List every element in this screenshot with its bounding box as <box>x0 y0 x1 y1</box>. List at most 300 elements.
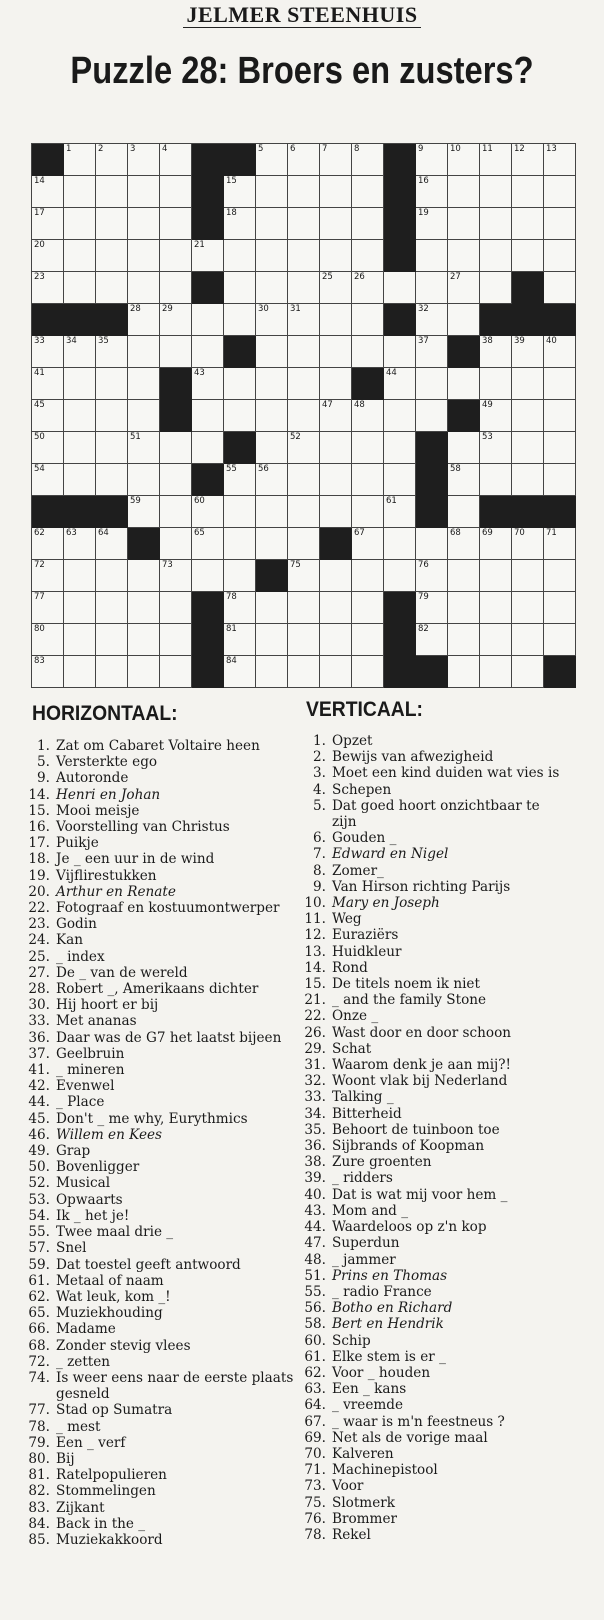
grid-cell[interactable] <box>128 592 160 624</box>
grid-cell[interactable] <box>192 432 224 464</box>
clue-item <box>300 1397 596 1413</box>
grid-cell[interactable] <box>32 624 64 656</box>
grid-cell[interactable] <box>448 432 480 464</box>
grid-cell[interactable] <box>480 240 512 272</box>
grid-cell[interactable] <box>32 400 64 432</box>
grid-cell[interactable] <box>448 656 480 688</box>
grid-cell[interactable] <box>544 336 576 368</box>
grid-cell[interactable] <box>512 656 544 688</box>
grid-cell[interactable] <box>544 592 576 624</box>
grid-cell[interactable] <box>96 656 128 688</box>
grid-cell[interactable] <box>256 528 288 560</box>
grid-cell[interactable] <box>320 304 352 336</box>
grid-cell[interactable] <box>352 560 384 592</box>
clue-item <box>300 1414 596 1430</box>
grid-cell[interactable] <box>320 208 352 240</box>
grid-cell[interactable] <box>160 496 192 528</box>
clue-item <box>300 1154 596 1170</box>
clue-number-label: 75. <box>304 1494 326 1511</box>
grid-cell[interactable] <box>32 176 64 208</box>
grid-cell[interactable] <box>96 528 128 560</box>
grid-cell[interactable] <box>192 528 224 560</box>
grid-cell[interactable] <box>544 624 576 656</box>
grid-cell[interactable] <box>64 560 96 592</box>
grid-cell[interactable] <box>448 176 480 208</box>
grid-cell[interactable] <box>512 432 544 464</box>
grid-cell[interactable] <box>512 208 544 240</box>
grid-cell[interactable] <box>256 656 288 688</box>
grid-cell[interactable] <box>128 464 160 496</box>
grid-cell[interactable] <box>352 528 384 560</box>
grid-cell[interactable] <box>544 240 576 272</box>
clue-text: _ radio France <box>332 1283 432 1300</box>
clue-item <box>300 1381 596 1397</box>
clue-text: Gouden _ <box>332 830 397 847</box>
grid-cell[interactable] <box>32 592 64 624</box>
grid-cell[interactable] <box>288 336 320 368</box>
grid-cell[interactable] <box>256 176 288 208</box>
grid-cell[interactable] <box>288 432 320 464</box>
grid-cell[interactable] <box>96 368 128 400</box>
grid-cell[interactable] <box>512 144 544 176</box>
grid-cell[interactable] <box>224 496 256 528</box>
grid-cell[interactable] <box>288 240 320 272</box>
clue-item <box>24 1305 304 1321</box>
grid-cell[interactable] <box>448 272 480 304</box>
clue-number: 67 <box>354 528 365 538</box>
grid-cell[interactable] <box>448 560 480 592</box>
clue-number: 52 <box>290 432 301 442</box>
grid-cell[interactable] <box>288 272 320 304</box>
grid-cell[interactable] <box>512 560 544 592</box>
grid-cell[interactable] <box>128 400 160 432</box>
clue-text: Ik _ het je! <box>56 1207 130 1224</box>
grid-cell[interactable] <box>32 208 64 240</box>
grid-cell[interactable] <box>224 272 256 304</box>
grid-cell[interactable] <box>416 368 448 400</box>
grid-cell[interactable] <box>256 432 288 464</box>
grid-cell[interactable] <box>256 336 288 368</box>
grid-cell[interactable] <box>480 336 512 368</box>
grid-cell[interactable] <box>32 336 64 368</box>
grid-cell[interactable] <box>544 176 576 208</box>
grid-cell[interactable] <box>320 400 352 432</box>
grid-cell[interactable] <box>32 272 64 304</box>
grid-cell[interactable] <box>288 528 320 560</box>
grid-cell[interactable] <box>64 464 96 496</box>
grid-cell[interactable] <box>480 400 512 432</box>
grid-cell[interactable] <box>224 528 256 560</box>
grid-cell[interactable] <box>512 176 544 208</box>
grid-cell[interactable] <box>448 304 480 336</box>
grid-cell[interactable] <box>192 560 224 592</box>
grid-cell[interactable] <box>544 464 576 496</box>
grid-cell[interactable] <box>160 336 192 368</box>
grid-cell[interactable] <box>480 592 512 624</box>
grid-cell[interactable] <box>128 304 160 336</box>
grid-cell[interactable] <box>256 208 288 240</box>
grid-cell[interactable] <box>416 560 448 592</box>
grid-cell[interactable] <box>480 432 512 464</box>
clue-number-label: 72. <box>28 1353 50 1370</box>
grid-cell[interactable] <box>320 624 352 656</box>
grid-cell[interactable] <box>192 304 224 336</box>
grid-cell[interactable] <box>352 208 384 240</box>
grid-cell[interactable] <box>512 528 544 560</box>
clue-text: Botho en Richard <box>332 1300 453 1317</box>
grid-cell[interactable] <box>512 592 544 624</box>
grid-cell[interactable] <box>544 528 576 560</box>
grid-cell[interactable] <box>160 464 192 496</box>
grid-cell[interactable] <box>352 656 384 688</box>
clue-text: Don't _ me why, Eurythmics <box>56 1110 248 1127</box>
grid-cell[interactable] <box>288 592 320 624</box>
grid-cell[interactable] <box>128 208 160 240</box>
grid-cell[interactable] <box>96 464 128 496</box>
grid-cell[interactable] <box>320 432 352 464</box>
grid-cell[interactable] <box>384 272 416 304</box>
grid-cell[interactable] <box>416 336 448 368</box>
grid-cell[interactable] <box>512 368 544 400</box>
grid-cell[interactable] <box>352 464 384 496</box>
grid-cell[interactable] <box>416 624 448 656</box>
grid-cell[interactable] <box>96 432 128 464</box>
grid-cell[interactable] <box>448 624 480 656</box>
grid-cell[interactable] <box>256 304 288 336</box>
grid-cell[interactable] <box>480 656 512 688</box>
clue-text: Daar was de G7 het laatst bijeen <box>56 1029 282 1046</box>
grid-cell[interactable] <box>64 272 96 304</box>
grid-cell[interactable] <box>32 240 64 272</box>
grid-cell[interactable] <box>128 560 160 592</box>
grid-cell[interactable] <box>480 144 512 176</box>
grid-cell[interactable] <box>544 400 576 432</box>
grid-cell-black <box>384 176 416 208</box>
grid-cell[interactable] <box>448 240 480 272</box>
grid-cell[interactable] <box>224 592 256 624</box>
clue-number-label: 71. <box>304 1462 326 1479</box>
clue-item <box>24 1338 304 1354</box>
grid-cell[interactable] <box>352 272 384 304</box>
grid-cell[interactable] <box>480 624 512 656</box>
grid-cell[interactable] <box>224 240 256 272</box>
grid-cell[interactable] <box>224 656 256 688</box>
grid-cell[interactable] <box>320 496 352 528</box>
grid-cell[interactable] <box>128 240 160 272</box>
clue-text: Dat goed hoort onzichtbaar te <box>332 797 540 814</box>
grid-cell[interactable] <box>256 496 288 528</box>
grid-cell[interactable] <box>96 272 128 304</box>
grid-cell[interactable] <box>160 208 192 240</box>
grid-cell[interactable] <box>288 144 320 176</box>
grid-cell[interactable] <box>64 240 96 272</box>
grid-cell[interactable] <box>544 208 576 240</box>
grid-cell[interactable] <box>352 624 384 656</box>
clue-number-label: 15. <box>28 802 50 819</box>
grid-cell[interactable] <box>224 368 256 400</box>
grid-cell[interactable] <box>160 560 192 592</box>
grid-cell[interactable] <box>384 336 416 368</box>
grid-cell[interactable] <box>224 624 256 656</box>
grid-cell[interactable] <box>128 656 160 688</box>
grid-cell[interactable] <box>544 272 576 304</box>
clue-text: Stad op Sumatra <box>56 1402 173 1419</box>
author-name <box>0 2 604 28</box>
grid-cell[interactable] <box>64 528 96 560</box>
grid-cell[interactable] <box>128 336 160 368</box>
grid-cell[interactable] <box>288 624 320 656</box>
grid-cell[interactable] <box>32 560 64 592</box>
clue-item <box>300 1300 596 1316</box>
clue-text: De titels noem ik niet <box>332 976 480 993</box>
grid-cell[interactable] <box>256 464 288 496</box>
grid-cell[interactable] <box>416 176 448 208</box>
grid-cell[interactable] <box>512 464 544 496</box>
grid-cell[interactable] <box>544 560 576 592</box>
grid-cell[interactable] <box>320 560 352 592</box>
clue-number-label: 65. <box>28 1305 50 1322</box>
grid-cell[interactable] <box>416 592 448 624</box>
clue-item <box>24 965 304 981</box>
grid-cell[interactable] <box>416 240 448 272</box>
clue-text: Bewijs van afwezigheid <box>332 749 494 766</box>
grid-cell[interactable] <box>160 432 192 464</box>
grid-cell[interactable] <box>384 496 416 528</box>
grid-cell[interactable] <box>96 560 128 592</box>
grid-cell[interactable] <box>288 464 320 496</box>
grid-cell[interactable] <box>64 208 96 240</box>
grid-cell[interactable] <box>352 400 384 432</box>
grid-cell[interactable] <box>288 304 320 336</box>
grid-cell[interactable] <box>160 176 192 208</box>
grid-cell-black <box>128 528 160 560</box>
grid-cell[interactable] <box>416 144 448 176</box>
grid-cell[interactable] <box>352 592 384 624</box>
grid-cell[interactable] <box>288 208 320 240</box>
grid-cell[interactable] <box>288 176 320 208</box>
grid-cell[interactable] <box>96 336 128 368</box>
grid-cell[interactable] <box>128 624 160 656</box>
grid-cell[interactable] <box>96 144 128 176</box>
clue-number-label: 55. <box>304 1283 326 1300</box>
grid-cell[interactable] <box>96 240 128 272</box>
clue-item <box>300 1252 596 1268</box>
grid-cell[interactable] <box>288 368 320 400</box>
clue-text: Dat toestel geeft antwoord <box>56 1256 241 1273</box>
clue-number: 83 <box>34 656 45 666</box>
grid-cell[interactable] <box>320 336 352 368</box>
grid-cell[interactable] <box>416 208 448 240</box>
grid-cell[interactable] <box>128 176 160 208</box>
grid-cell[interactable] <box>64 592 96 624</box>
clue-text: Machinepistool <box>332 1462 438 1479</box>
grid-cell[interactable] <box>384 400 416 432</box>
grid-cell[interactable] <box>448 528 480 560</box>
grid-cell[interactable] <box>288 400 320 432</box>
grid-cell[interactable] <box>288 560 320 592</box>
grid-cell[interactable] <box>544 432 576 464</box>
clue-number-label: 12. <box>304 927 326 944</box>
grid-cell[interactable] <box>64 176 96 208</box>
grid-cell[interactable] <box>320 176 352 208</box>
grid-cell[interactable] <box>32 368 64 400</box>
grid-cell[interactable] <box>384 560 416 592</box>
grid-cell[interactable] <box>224 560 256 592</box>
grid-cell[interactable] <box>224 208 256 240</box>
grid-cell[interactable] <box>512 400 544 432</box>
clue-text: Is weer eens naar de eerste plaats <box>56 1369 294 1386</box>
grid-cell[interactable] <box>352 432 384 464</box>
grid-cell[interactable] <box>352 144 384 176</box>
grid-cell[interactable] <box>224 464 256 496</box>
grid-cell[interactable] <box>512 336 544 368</box>
grid-cell[interactable] <box>512 240 544 272</box>
grid-cell[interactable] <box>128 144 160 176</box>
clue-number-label: 20. <box>28 883 50 900</box>
clue-text: Zonder stevig vlees <box>56 1337 191 1354</box>
grid-cell[interactable] <box>160 144 192 176</box>
grid-cell[interactable] <box>448 144 480 176</box>
clue-item <box>24 1500 304 1516</box>
grid-cell[interactable] <box>320 656 352 688</box>
grid-cell[interactable] <box>96 208 128 240</box>
grid-cell[interactable] <box>416 304 448 336</box>
grid-cell[interactable] <box>448 592 480 624</box>
grid-cell-black <box>192 592 224 624</box>
grid-cell[interactable] <box>160 240 192 272</box>
grid-cell[interactable] <box>352 304 384 336</box>
grid-cell[interactable] <box>64 144 96 176</box>
grid-cell[interactable] <box>192 368 224 400</box>
grid-cell[interactable] <box>448 496 480 528</box>
grid-cell[interactable] <box>64 432 96 464</box>
grid-cell[interactable] <box>448 208 480 240</box>
grid-cell[interactable] <box>480 368 512 400</box>
grid-cell[interactable] <box>192 240 224 272</box>
grid-cell[interactable] <box>224 176 256 208</box>
grid-cell[interactable] <box>224 400 256 432</box>
grid-cell[interactable] <box>96 624 128 656</box>
clue-number: 26 <box>354 272 365 282</box>
grid-cell[interactable] <box>320 464 352 496</box>
grid-cell[interactable] <box>64 336 96 368</box>
grid-cell[interactable] <box>256 144 288 176</box>
grid-cell[interactable] <box>320 240 352 272</box>
grid-cell[interactable] <box>384 464 416 496</box>
clue-number: 12 <box>514 144 525 154</box>
grid-cell[interactable] <box>256 400 288 432</box>
grid-cell[interactable] <box>512 624 544 656</box>
grid-cell[interactable] <box>416 528 448 560</box>
grid-cell[interactable] <box>288 496 320 528</box>
grid-cell[interactable] <box>384 432 416 464</box>
grid-cell[interactable] <box>160 592 192 624</box>
clue-text: Opwaarts <box>56 1191 123 1208</box>
grid-cell[interactable] <box>32 656 64 688</box>
grid-cell[interactable] <box>160 624 192 656</box>
grid-cell[interactable] <box>256 240 288 272</box>
grid-cell[interactable] <box>64 656 96 688</box>
grid-cell[interactable] <box>128 368 160 400</box>
grid-cell[interactable] <box>480 560 512 592</box>
grid-cell[interactable] <box>320 368 352 400</box>
grid-cell[interactable] <box>192 336 224 368</box>
grid-cell[interactable] <box>320 272 352 304</box>
clue-number: 75 <box>290 560 301 570</box>
grid-cell[interactable] <box>32 432 64 464</box>
grid-cell[interactable] <box>384 528 416 560</box>
clue-number-label: 81. <box>28 1467 50 1484</box>
grid-cell[interactable] <box>352 496 384 528</box>
clue-number-label: 3. <box>313 765 326 782</box>
grid-cell[interactable] <box>416 272 448 304</box>
grid-cell[interactable] <box>256 368 288 400</box>
grid-cell[interactable] <box>256 272 288 304</box>
grid-cell[interactable] <box>352 336 384 368</box>
grid-cell[interactable] <box>256 592 288 624</box>
clue-text: Henri en Johan <box>56 786 161 803</box>
clue-item <box>24 1078 304 1094</box>
grid-cell[interactable] <box>128 272 160 304</box>
grid-cell[interactable] <box>96 592 128 624</box>
grid-cell[interactable] <box>64 624 96 656</box>
grid-cell[interactable] <box>480 528 512 560</box>
grid-cell[interactable] <box>64 400 96 432</box>
grid-cell[interactable] <box>64 368 96 400</box>
clue-item <box>300 879 596 895</box>
grid-cell[interactable] <box>192 496 224 528</box>
grid-cell[interactable] <box>96 400 128 432</box>
grid-cell[interactable] <box>352 176 384 208</box>
grid-cell-black <box>512 304 544 336</box>
clue-item <box>300 1170 596 1186</box>
clue-text: Madame <box>56 1321 116 1338</box>
grid-cell[interactable] <box>448 368 480 400</box>
grid-cell[interactable] <box>128 432 160 464</box>
grid-cell[interactable] <box>480 208 512 240</box>
grid-cell[interactable] <box>192 400 224 432</box>
grid-cell[interactable] <box>224 304 256 336</box>
clue-text: Robert _, Amerikaans dichter <box>56 981 259 998</box>
grid-cell[interactable] <box>160 272 192 304</box>
grid-cell[interactable] <box>128 496 160 528</box>
grid-cell[interactable] <box>480 272 512 304</box>
grid-cell[interactable] <box>480 176 512 208</box>
clue-text: Zat om Cabaret Voltaire heen <box>56 738 260 754</box>
grid-cell[interactable] <box>96 176 128 208</box>
grid-cell[interactable] <box>480 464 512 496</box>
grid-cell[interactable] <box>448 464 480 496</box>
grid-cell[interactable] <box>544 368 576 400</box>
grid-cell[interactable] <box>160 304 192 336</box>
clue-number: 33 <box>34 336 45 346</box>
grid-cell[interactable] <box>544 144 576 176</box>
grid-cell[interactable] <box>160 528 192 560</box>
grid-cell[interactable] <box>288 656 320 688</box>
grid-cell[interactable] <box>320 144 352 176</box>
clue-item <box>300 1025 596 1041</box>
grid-cell[interactable] <box>32 528 64 560</box>
grid-cell[interactable] <box>160 656 192 688</box>
grid-cell[interactable] <box>320 592 352 624</box>
grid-cell[interactable] <box>352 240 384 272</box>
grid-cell[interactable] <box>32 464 64 496</box>
grid-cell[interactable] <box>384 368 416 400</box>
grid-cell[interactable] <box>416 400 448 432</box>
clue-text: _ zetten <box>56 1353 111 1370</box>
clue-number-label: 70. <box>304 1445 326 1462</box>
grid-cell[interactable] <box>256 624 288 656</box>
